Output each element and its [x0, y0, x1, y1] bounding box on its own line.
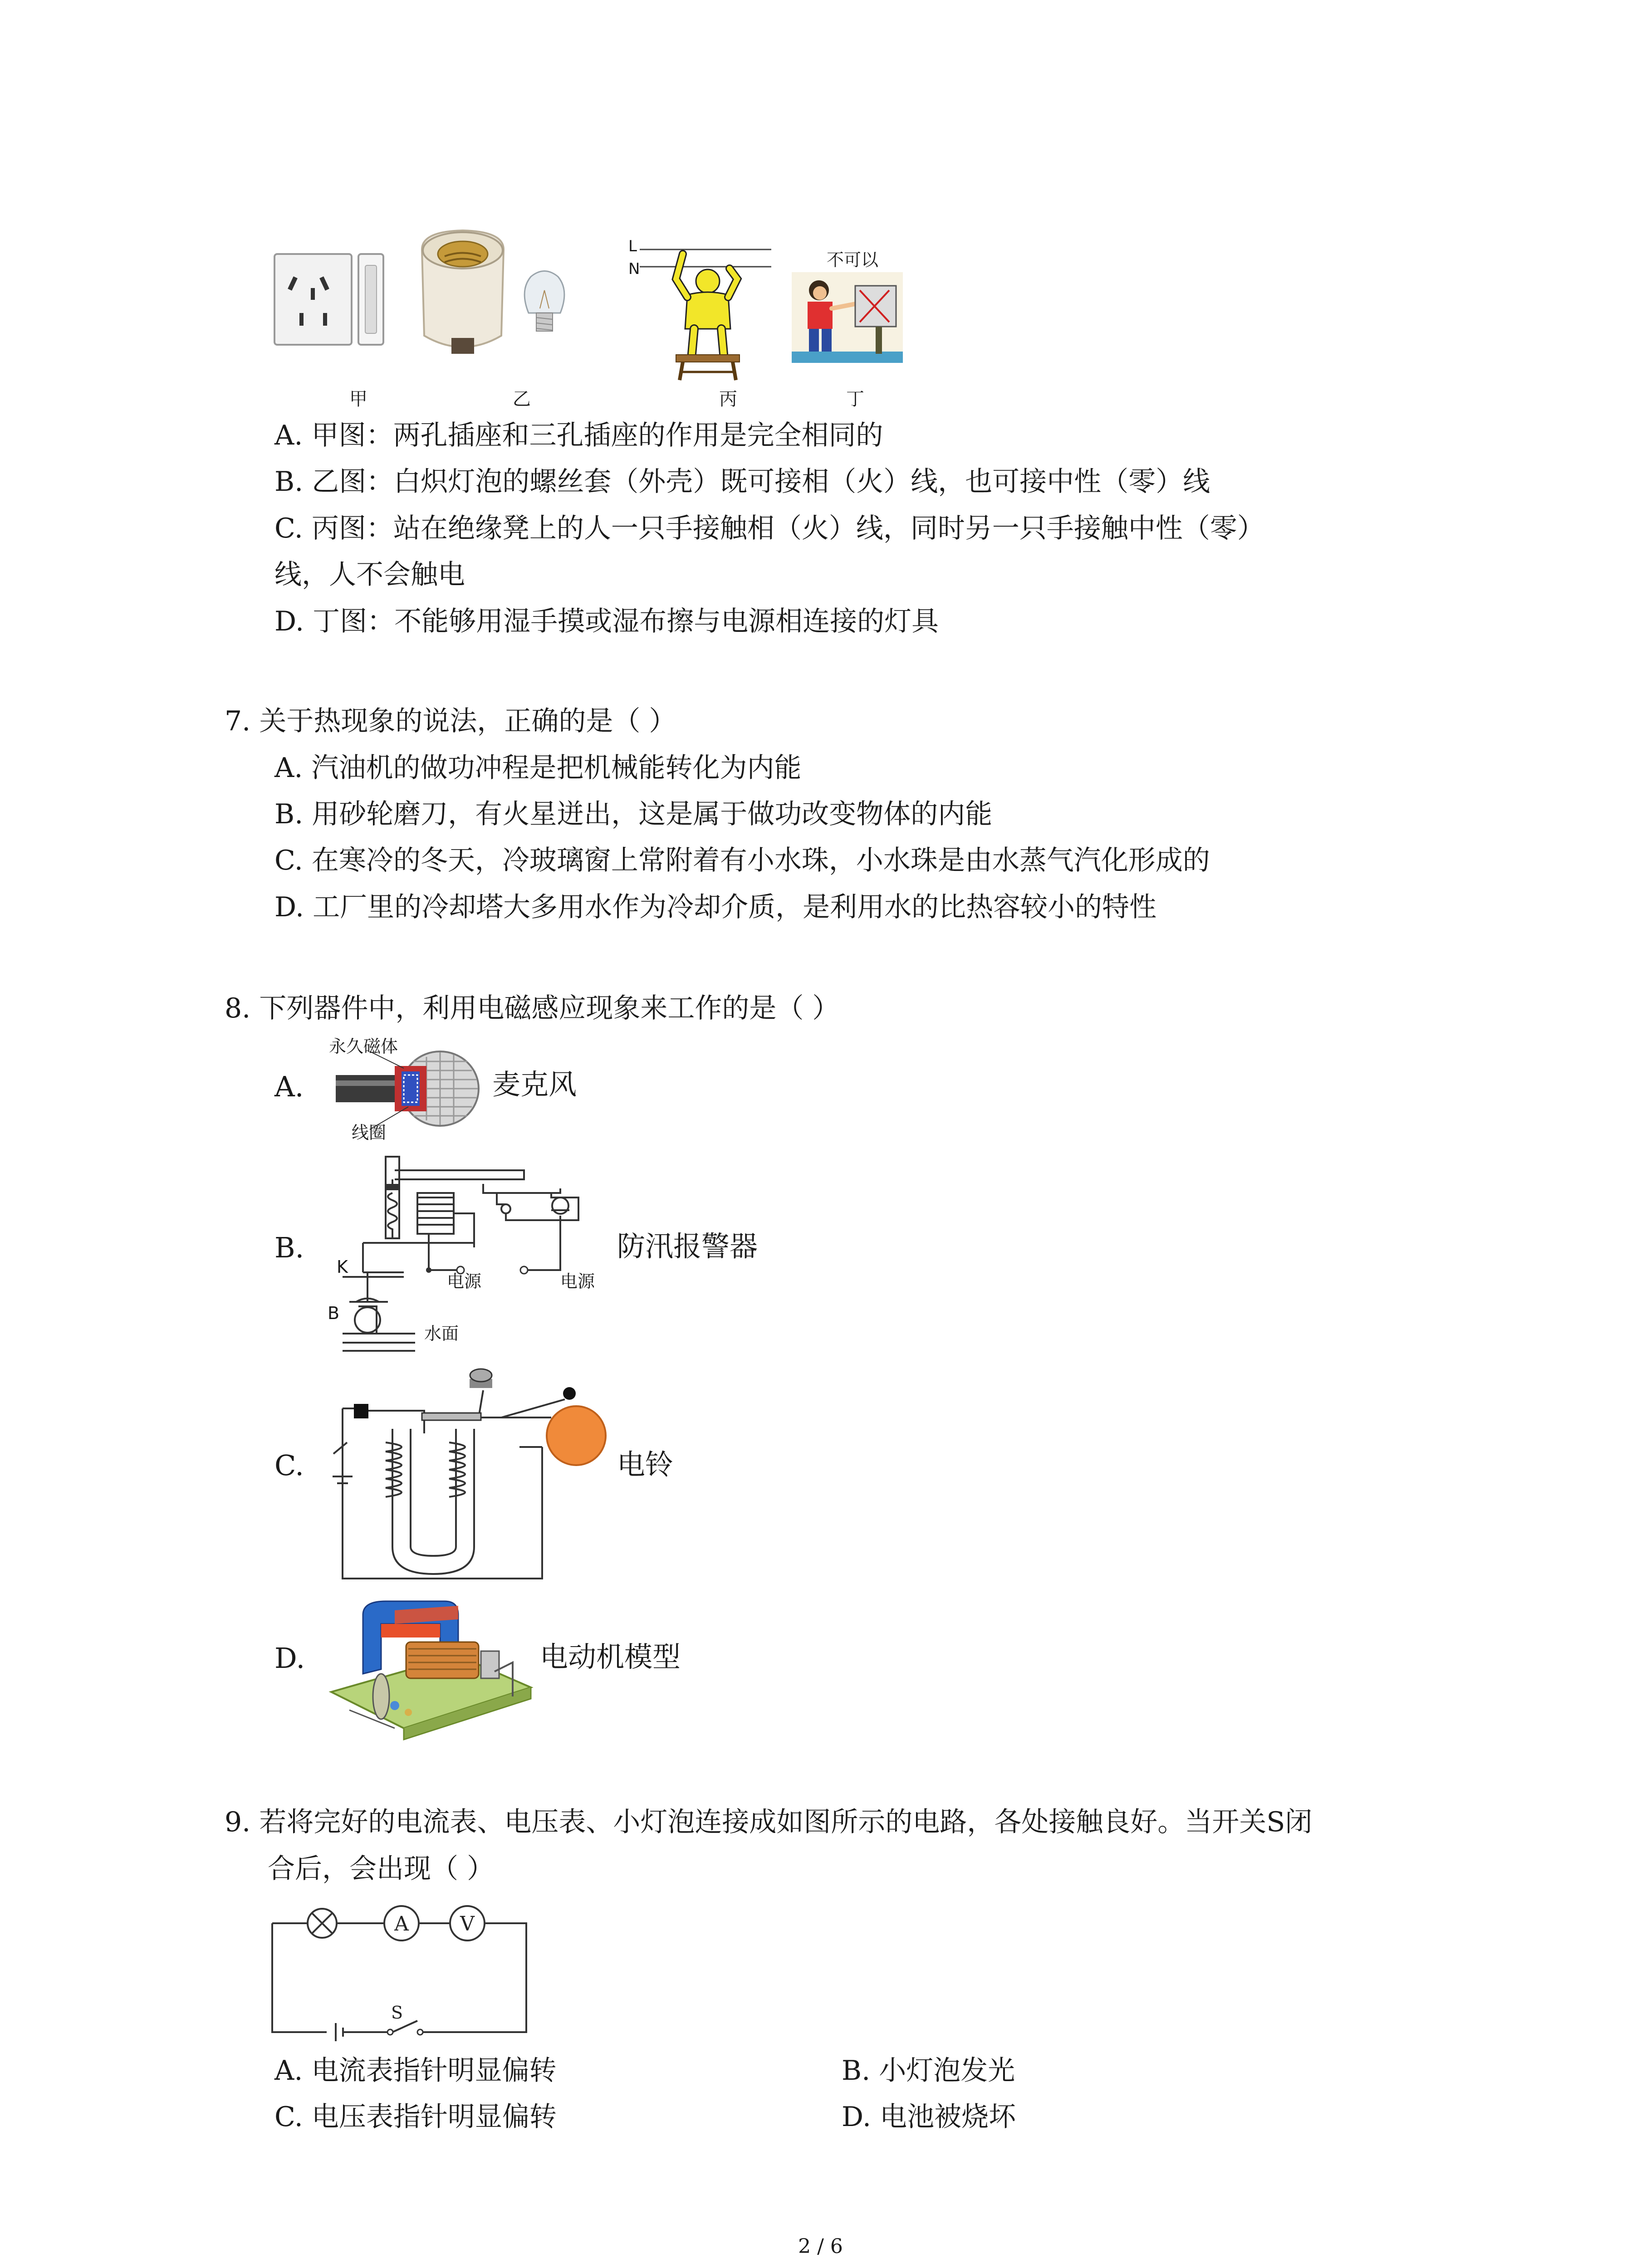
figure-flood-alarm — [324, 1152, 615, 1361]
label-N: N — [628, 260, 640, 278]
q8-c-label: 电铃 — [617, 1448, 674, 1481]
q8-c-letter: C. — [274, 1449, 304, 1482]
label-L: L — [628, 237, 637, 255]
q7-option-c: C. 在寒冷的冬天，冷玻璃窗上常附着有小水珠，小水珠是由水蒸气汽化形成的 — [274, 845, 1210, 876]
q8-d-label: 电动机模型 — [540, 1640, 681, 1673]
q8-b-letter: B. — [274, 1231, 304, 1264]
figure-electric-bell — [320, 1356, 615, 1592]
figure-yi-lampholder — [408, 222, 599, 367]
q9-option-c: C. 电压表指针明显偏转 — [274, 2101, 557, 2133]
q6-option-c-line2: 线，人不会触电 — [274, 559, 465, 591]
q6-option-c-line1: C. 丙图：站在绝缘凳上的人一只手接触相（火）线，同时另一只手接触中性（零） — [274, 513, 1264, 544]
label-permanent-magnet: 永久磁体 — [329, 1036, 398, 1056]
q8-a-label: 麦克风 — [492, 1068, 577, 1101]
ammeter-label: A — [394, 1912, 409, 1936]
label-water-surface: 水面 — [424, 1324, 459, 1344]
q6-option-d: D. 丁图：不能够用湿手摸或湿布擦与电源相连接的灯具 — [274, 606, 939, 637]
q9-option-a: A. 电流表指针明显偏转 — [274, 2055, 557, 2087]
q8-a-letter: A. — [274, 1070, 304, 1103]
label-K: K — [337, 1257, 348, 1277]
q6-option-b: B. 乙图：白炽灯泡的螺丝套（外壳）既可接相（火）线，也可接中性（零）线 — [274, 466, 1210, 498]
ding-sign: 不可以 — [827, 250, 879, 270]
page-number: 2 / 6 — [798, 2235, 843, 2258]
switch-label: S — [391, 2003, 403, 2023]
q6-option-a: A. 甲图：两孔插座和三孔插座的作用是完全相同的 — [274, 420, 883, 451]
label-power-2: 电源 — [560, 1271, 595, 1291]
figure-motor-model — [322, 1592, 535, 1746]
q9-option-d: D. 电池被烧坏 — [842, 2101, 1016, 2133]
label-coil: 线圈 — [352, 1123, 387, 1143]
q9-stem-line1: 9. 若将完好的电流表、电压表、小灯泡连接成如图所示的电路，各处接触良好。当开关S闭 — [225, 1806, 1313, 1838]
caption-ding: 丁 — [846, 389, 864, 410]
q7-stem: 7. 关于热现象的说法，正确的是（ ） — [225, 705, 676, 737]
q9-stem-line2: 合后，会出现（ ） — [268, 1853, 495, 1885]
figure-q9-circuit — [268, 1887, 531, 2046]
q7-option-d: D. 工厂里的冷却塔大多用水作为冷却介质，是利用水的比热容较小的特性 — [274, 891, 1157, 923]
q7-option-a: A. 汽油机的做功冲程是把机械能转化为内能 — [274, 752, 802, 784]
label-B-float: B — [328, 1303, 340, 1323]
q8-b-label: 防汛报警器 — [617, 1230, 758, 1263]
figure-jia-socket — [272, 245, 386, 354]
label-power-1: 电源 — [447, 1271, 482, 1291]
figure-ding-child — [792, 272, 903, 363]
q8-stem: 8. 下列器件中，利用电磁感应现象来工作的是（ ） — [225, 992, 840, 1024]
q7-option-b: B. 用砂轮磨刀，有火星迸出，这是属于做功改变物体的内能 — [274, 798, 993, 830]
q9-option-b: B. 小灯泡发光 — [842, 2055, 1015, 2087]
q8-d-letter: D. — [274, 1642, 305, 1675]
caption-jia: 甲 — [349, 389, 367, 410]
caption-bing: 丙 — [719, 389, 737, 410]
figure-bing-person — [626, 236, 776, 381]
voltmeter-label: V — [460, 1912, 475, 1936]
figure-microphone — [327, 1043, 490, 1143]
caption-yi: 乙 — [513, 389, 531, 410]
